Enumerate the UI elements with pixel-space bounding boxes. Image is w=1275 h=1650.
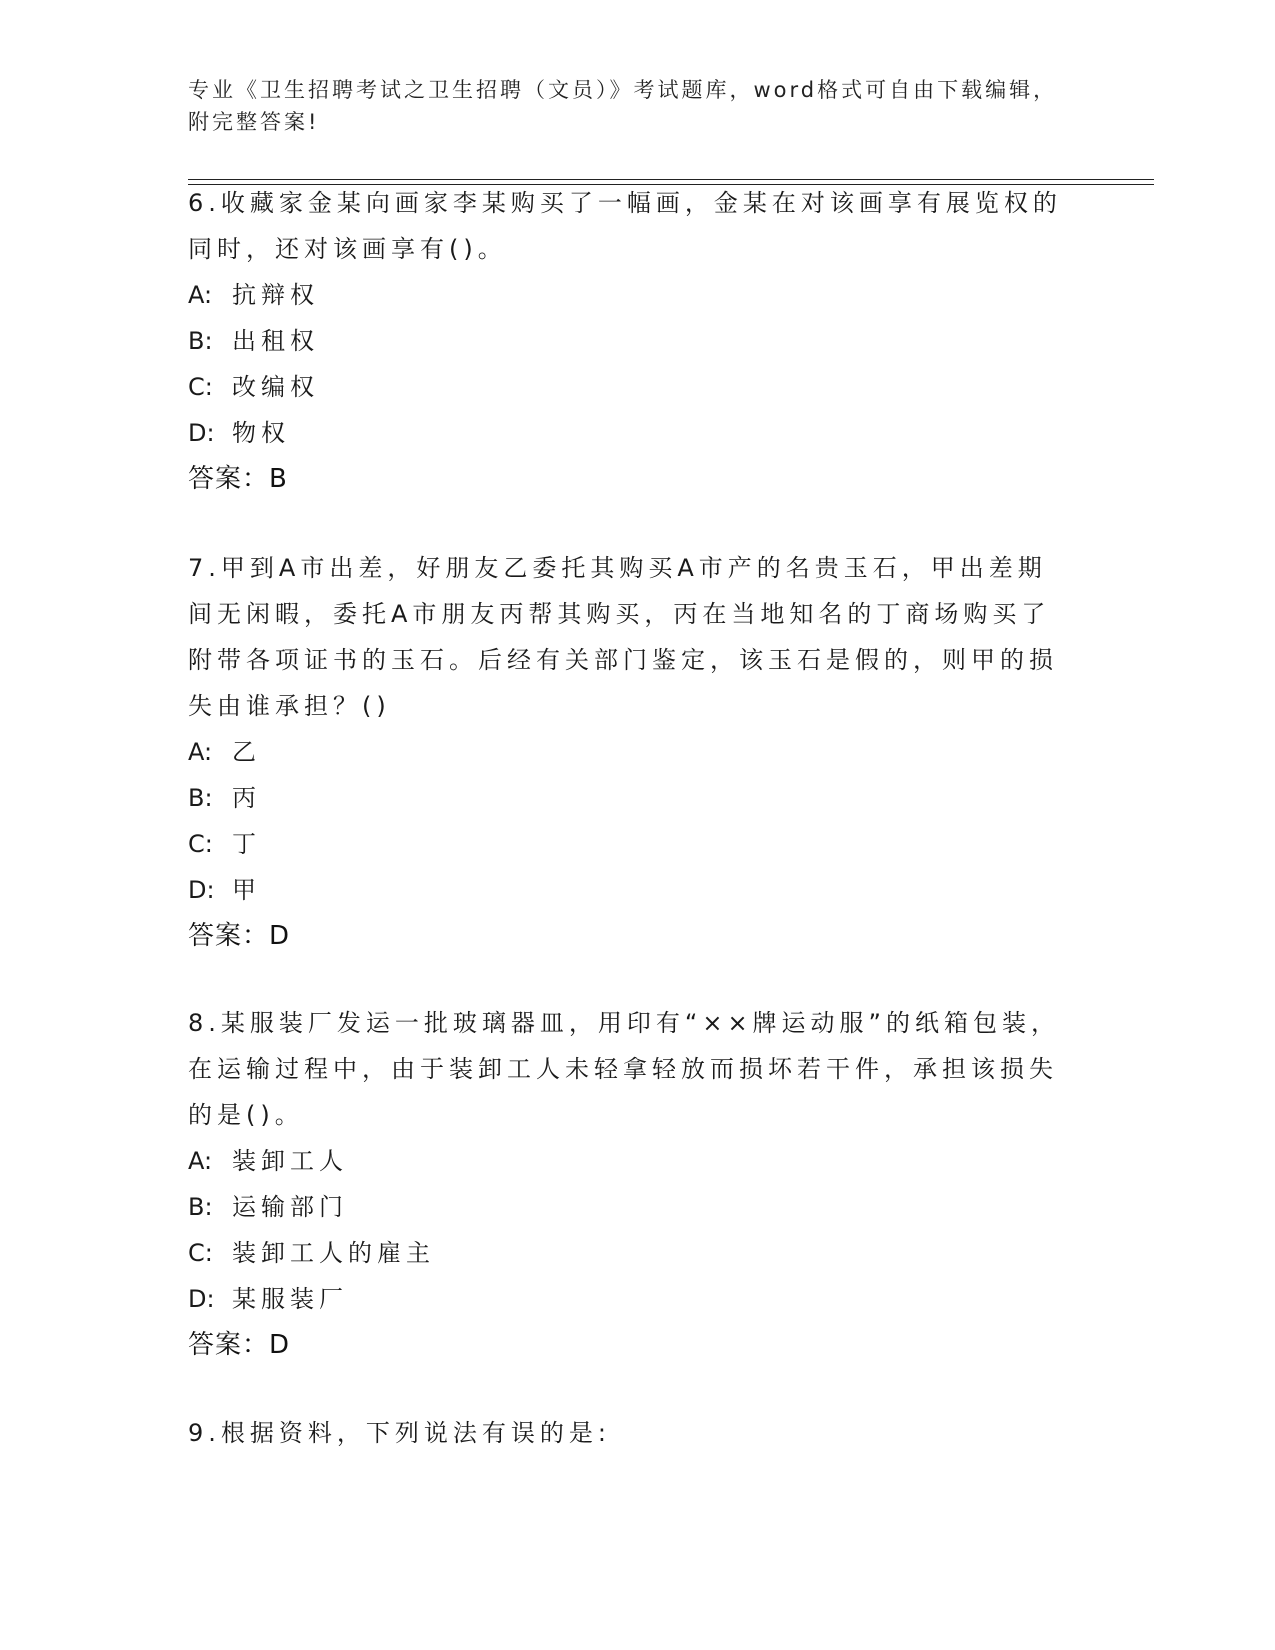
option-key: D: <box>188 1285 215 1313</box>
option-key: C: <box>188 830 213 858</box>
option-text: 丙 <box>232 784 261 812</box>
option-key: A: <box>188 738 213 766</box>
option-text: 装卸工人的雇主 <box>232 1239 435 1267</box>
question-7 <box>188 545 1068 959</box>
option-text: 乙 <box>232 738 261 766</box>
option-c <box>188 1230 1068 1276</box>
option-text: 改编权 <box>232 373 319 401</box>
question-8 <box>188 1000 1068 1368</box>
option-text: 某服装厂 <box>232 1285 348 1313</box>
option-b <box>188 318 1068 364</box>
option-key: A: <box>188 1147 213 1175</box>
question-stem: 8.某服装厂发运一批玻璃器皿，用印有“××牌运动服”的纸箱包装，在运输过程中，由于装卸工人未轻拿轻放而损坏若干件，承担该损失的是()。 <box>188 1009 1060 1129</box>
question-stem: 7.甲到A市出差，好朋友乙委托其购买A市产的名贵玉石，甲出差期间无闲暇，委托A市朋友丙帮其购买，丙在当地知名的丁商场购买了附带各项证书的玉石。后经有关部门鉴定，该玉石是假的，则甲的损失由谁承担？() <box>188 554 1058 720</box>
option-key: C: <box>188 373 213 401</box>
option-a <box>188 729 1068 775</box>
option-a <box>188 1138 1068 1184</box>
option-key: B: <box>188 1193 213 1221</box>
option-text: 运输部门 <box>232 1193 348 1221</box>
answer-line: 答案：B <box>188 464 288 494</box>
option-d <box>188 867 1068 913</box>
document-header: 专业《卫生招聘考试之卫生招聘（文员）》考试题库，word格式可自由下载编辑，附完整答案! <box>188 78 1058 134</box>
option-d <box>188 1276 1068 1322</box>
option-key: B: <box>188 784 213 812</box>
option-text: 抗辩权 <box>232 281 319 309</box>
answer-line: 答案：D <box>188 1330 291 1360</box>
question-6 <box>188 180 1068 502</box>
option-a <box>188 272 1068 318</box>
question-stem: 9.根据资料，下列说法有误的是: <box>188 1419 611 1447</box>
question-stem: 6.收藏家金某向画家李某购买了一幅画，金某在对该画享有展览权的同时，还对该画享有()。 <box>188 189 1062 263</box>
option-c <box>188 821 1068 867</box>
option-key: B: <box>188 327 213 355</box>
option-key: A: <box>188 281 213 309</box>
option-key: C: <box>188 1239 213 1267</box>
option-text: 甲 <box>232 876 261 904</box>
option-c <box>188 364 1068 410</box>
question-9 <box>188 1410 1068 1456</box>
option-text: 出租权 <box>232 327 319 355</box>
option-d <box>188 410 1068 456</box>
option-text: 丁 <box>232 830 261 858</box>
option-b <box>188 775 1068 821</box>
answer-line: 答案：D <box>188 921 291 951</box>
option-key: D: <box>188 876 215 904</box>
option-text: 物权 <box>232 419 290 447</box>
option-key: D: <box>188 419 215 447</box>
option-text: 装卸工人 <box>232 1147 348 1175</box>
option-b <box>188 1184 1068 1230</box>
